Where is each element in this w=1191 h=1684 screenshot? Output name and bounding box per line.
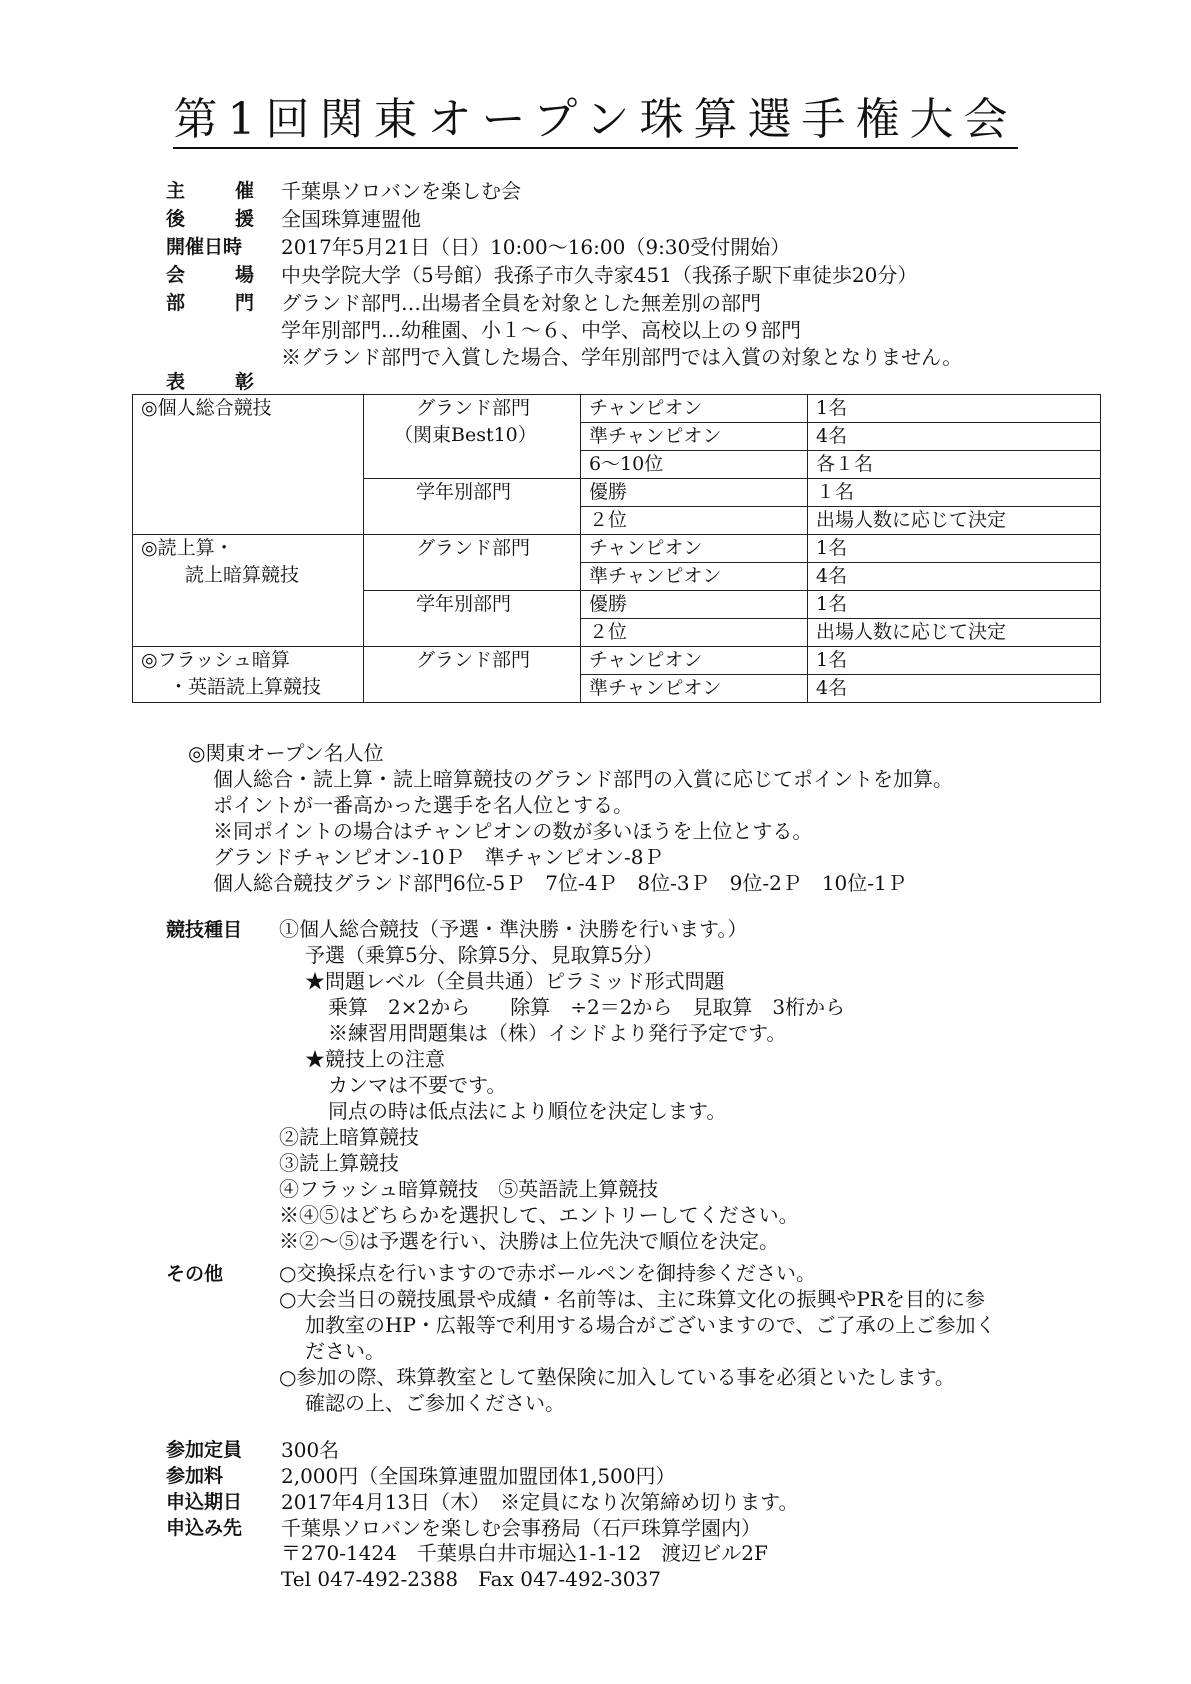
prize-cell: チャンピオン	[581, 395, 808, 423]
count-cell: 4名	[808, 423, 1101, 451]
entry-value: 300名	[281, 1438, 340, 1462]
prize-cell: 6～10位	[581, 451, 808, 479]
page-title	[0, 92, 1191, 148]
events-line: ★問題レベル（全員共通）ピラミッド形式問題	[305, 969, 725, 993]
entry-label: 参加定員	[166, 1439, 243, 1461]
events-line: 乗算 2×2から 除算 ÷2＝2から 見取算 3桁から	[328, 995, 846, 1019]
count-cell: 出場人数に応じて決定	[808, 507, 1101, 535]
info-label: 部 門	[166, 292, 254, 314]
meijin-line: グランドチャンピオン-10Ｐ 準チャンピオン-8Ｐ	[213, 845, 664, 869]
division-cell: 学年別部門	[364, 479, 581, 535]
event-cell: ◎フラッシュ暗算 ・英語読上算競技	[133, 647, 364, 703]
other-line: 加教室のHP・広報等で利用する場合がございますので、ご了承の上ご参加く	[305, 1313, 996, 1337]
phone-fax-line: Tel 047-492-2388 Fax 047-492-3037	[281, 1567, 661, 1591]
other-label: その他	[166, 1263, 224, 1285]
info-value: 2017年5月21日（日）10:00～16:00（9:30受付開始）	[281, 235, 791, 259]
entry-label: 申込期日	[166, 1491, 243, 1513]
events-line: ①個人総合競技（予選・準決勝・決勝を行います。）	[279, 917, 748, 941]
events-line: ※②～⑤は予選を行い、決勝は上位先決で順位を決定。	[279, 1229, 779, 1253]
other-line: ○大会当日の競技風景や成績・名前等は、主に珠算文化の振興やPRを目的に参	[279, 1287, 985, 1311]
prize-cell: 優勝	[581, 591, 808, 619]
count-cell: 1名	[808, 535, 1101, 563]
prize-cell: 優勝	[581, 479, 808, 507]
events-line: カンマは不要です。	[328, 1073, 507, 1097]
count-cell: 各１名	[808, 451, 1101, 479]
events-line: ※④⑤はどちらかを選択して、エントリーしてください。	[279, 1203, 799, 1227]
info-label: 開催日時	[166, 236, 243, 258]
info-value: 千葉県ソロバンを楽しむ会	[281, 179, 521, 203]
awards-table	[132, 394, 1101, 703]
info-value: 全国珠算連盟他	[281, 207, 421, 231]
meijin-line: 個人総合競技グランド部門6位-5Ｐ 7位-4Ｐ 8位-3Ｐ 9位-2Ｐ 10位-1Ｐ	[213, 871, 907, 895]
info-value: 中央学院大学（5号館）我孫子市久寺家451（我孫子駅下車徒歩20分）	[281, 263, 918, 287]
count-cell: 4名	[808, 675, 1101, 703]
events-line: ※練習用問題集は（株）イシドより発行予定です。	[328, 1021, 787, 1045]
entry-value: 2017年4月13日（木） ※定員になり次第締め切ります。	[281, 1490, 799, 1514]
table-row	[133, 395, 1101, 423]
other-line: ださい。	[305, 1339, 385, 1363]
entry-label: 申込み先	[166, 1517, 243, 1539]
other-line: ○交換採点を行いますので赤ボールペンを御持参ください。	[279, 1261, 817, 1285]
events-line: ★競技上の注意	[305, 1047, 445, 1071]
count-cell: １名	[808, 479, 1101, 507]
events-line: ③読上算競技	[279, 1151, 399, 1175]
table-row	[133, 535, 1101, 563]
prize-cell: 準チャンピオン	[581, 675, 808, 703]
entry-value: 2,000円（全国珠算連盟加盟団体1,500円）	[281, 1464, 676, 1488]
division-cell: グランド部門	[364, 535, 581, 591]
events-line: 同点の時は低点法により順位を決定します。	[328, 1099, 727, 1123]
count-cell: 4名	[808, 563, 1101, 591]
other-line: ○参加の際、珠算教室として塾保険に加入している事を必須といたします。	[279, 1365, 955, 1389]
events-line: ④フラッシュ暗算競技 ⑤英語読上算競技	[279, 1177, 659, 1201]
count-cell: 1名	[808, 647, 1101, 675]
events-label: 競技種目	[166, 919, 243, 941]
division-note: ※グランド部門で入賞した場合、学年別部門では入賞の対象となりません。	[281, 345, 963, 369]
info-label: 会 場	[166, 264, 254, 286]
count-cell: 出場人数に応じて決定	[808, 619, 1101, 647]
division-cell: グランド部門	[364, 647, 581, 703]
entry-value: 千葉県ソロバンを楽しむ会事務局（石戸珠算学園内）	[281, 1516, 761, 1540]
prize-cell: 準チャンピオン	[581, 423, 808, 451]
info-label: 表 彰	[166, 371, 254, 393]
info-value: グランド部門…出場者全員を対象とした無差別の部門	[281, 291, 761, 315]
entry-label: 参加料	[166, 1465, 224, 1487]
info-label: 後 援	[166, 208, 254, 230]
count-cell: 1名	[808, 591, 1101, 619]
prize-cell: ２位	[581, 507, 808, 535]
division-cell: 学年別部門	[364, 591, 581, 647]
address-line: 〒270-1424 千葉県白井市堀込1-1-12 渡辺ビル2F	[281, 1541, 768, 1565]
prize-cell: チャンピオン	[581, 647, 808, 675]
events-line: ②読上暗算競技	[279, 1125, 419, 1149]
events-line: 予選（乗算5分、除算5分、見取算5分）	[305, 943, 664, 967]
meijin-line: ポイントが一番高かった選手を名人位とする。	[213, 793, 633, 817]
meijin-line: ※同ポイントの場合はチャンピオンの数が多いほうを上位とする。	[213, 819, 813, 843]
division-line: 学年別部門…幼稚園、小１～６、中学、高校以上の９部門	[281, 318, 801, 342]
division-cell: グランド部門 （関東Best10）	[364, 395, 581, 479]
count-cell: 1名	[808, 395, 1101, 423]
prize-cell: 準チャンピオン	[581, 563, 808, 591]
other-line: 確認の上、ご参加ください。	[305, 1391, 565, 1415]
info-label: 主 催	[166, 180, 254, 202]
meijin-heading: ◎関東オープン名人位	[188, 741, 384, 765]
table-row	[133, 647, 1101, 675]
prize-cell: チャンピオン	[581, 535, 808, 563]
event-cell: ◎個人総合競技	[133, 395, 364, 535]
meijin-line: 個人総合・読上算・読上暗算競技のグランド部門の入賞に応じてポイントを加算。	[213, 767, 953, 791]
prize-cell: ２位	[581, 619, 808, 647]
event-cell: ◎読上算・ 読上暗算競技	[133, 535, 364, 647]
title-text: 第1回関東オープン珠算選手権大会	[173, 94, 1017, 149]
